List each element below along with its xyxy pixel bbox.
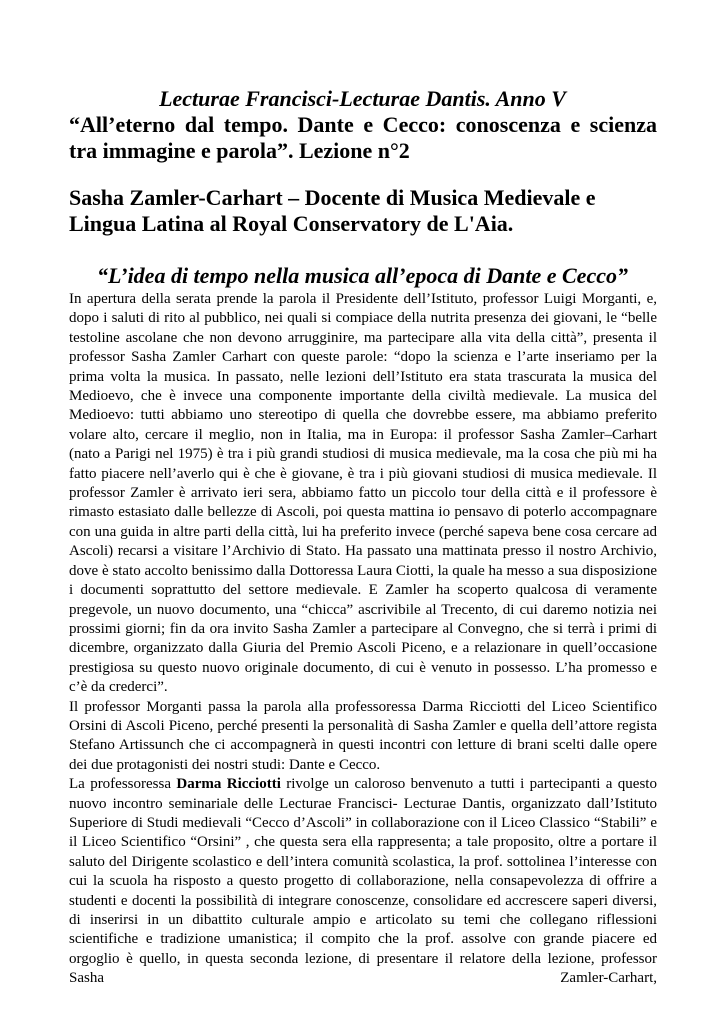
paragraph-morganti: Il professor Morganti passa la parola alla professoressa Darma Ricciotti del Liceo Scientifico Orsini di Ascoli Piceno, perché presenti la personalità di Sasha Zamler e quella dell’attore regista Stefano Artissunch che ci accompagnerà in questi incontri con letture di brani scelti dalle opere dei due protagonisti dei nostri studi: Dante e Cecco.: [69, 698, 657, 773]
series-title: Lecturae Francisci-Lecturae Dantis. Anno V: [159, 86, 566, 111]
article-body: [69, 290, 657, 989]
paragraph-ricciotti-start: La professoressa: [69, 776, 177, 793]
speaker-name-bold: Darma Ricciotti: [176, 776, 281, 793]
talk-title: “L’idea di tempo nella musica all’epoca di Dante e Cecco”: [97, 263, 628, 288]
paragraph-ricciotti: [69, 775, 657, 988]
paragraph-ricciotti-rest: rivolge un caloroso benvenuto a tutti i partecipanti a questo nuovo incontro seminariale delle Lecturae Francisci- Lecturae Dantis, organizzato dall’Istituto Superiore di Studi medievali “Cecco d’Ascoli” in collaborazione con il Liceo Classico “Stabili” e il Liceo Scientifico “Orsini” , che questa sera ella rappresenta; a tale proposito, oltre a portare il saluto del Dirigente scolastico e dell’intera comunità scolastica, la prof. sottolinea l’interesse con cui la scuola ha risposto a questo progetto di collaborazione, nella consapevolezza di offrire a studenti e docenti la possibilità di integrare conoscenze, consolidare ed accrescere saperi diversi, di inserirsi in un dibattito culturale ampio e articolato su temi che collegano riflessioni scientifiche e tradizione umanistica; il compito che la prof. assolve con grande piacere ed orgoglio è quello, in questa seconda lezione, di presentare il relatore della lezione, professor Sasha Zamler-Carhart,: [69, 776, 657, 987]
speaker-heading: Sasha Zamler-Carhart – Docente di Musica Medievale e Lingua Latina al Royal Conservatory de L'Aia.: [69, 185, 596, 236]
paragraph-intro: In apertura della serata prende la parola il Presidente dell’Istituto, professor Luigi Morganti, e, dopo i saluti di rito al pubblico, nei quali si compiace della nutrita presenza dei giovani, le “belle testoline ascolane che non devono arrugginire, ma partecipare alla vita della città”, presenta il professor Sasha Zamler Carhart con queste parole: “dopo la scienza e l’arte inseriamo per la prima volta la musica. In passato, nelle lezioni dell’Istituto era stata trascurata la musica del Medioevo, che è invece una componente importante della civiltà medievale. La musica del Medioevo: tutti abbiamo uno stereotipo di quella che dovrebbe essere, ma abbiamo preferito volare alto, cercare il meglio, non in Italia, ma in Europa: il professor Sasha Zamler–Carhart (nato a Parigi nel 1975) è tra i più grandi studiosi di musica medievale, ma la cosa che più mi ha fatto piacere nell’averlo qui è che è giovane, è tra i più giovani studiosi di musica medievale. Il professor Zamler è arrivato ieri sera, abbiamo fatto un piccolo tour della città e il professore è rimasto estasiato dalle bellezze di Ascoli, poi questa mattina io pensavo di poterlo accompagnare con una guida in altre parti della città, lui ha preferito invece (perché sapeva bene cosa cercare ad Ascoli) recarsi a visitare l’Archivio di Stato. Ha passato una mattinata presso il nostro Archivio, dove è stato accolto benissimo dalla Dottoressa Laura Ciotti, la quale ha messo a sua disposizione i documenti soprattutto del settore medievale. E Zamler ha scoperto qualcosa di veramente pregevole, un nuovo documento, una “chicca” ascrivibile al Trecento, di cui daremo notizia nei prossimi giorni; fin da ora invito Sasha Zamler a partecipare al Convegno, che si terrà i primi di dicembre, organizzato dalla Giuria del Premio Ascoli Piceno, e a relazionare in quell’occasione prestigiosa su questo nuovo originale documento, di cui è venuto in possesso. L’ha promesso e c’è da crederci”.: [69, 291, 657, 696]
lesson-title: “All’eterno dal tempo. Dante e Cecco: conoscenza e scienza tra immagine e parola”. Lezione n°2: [69, 112, 657, 163]
